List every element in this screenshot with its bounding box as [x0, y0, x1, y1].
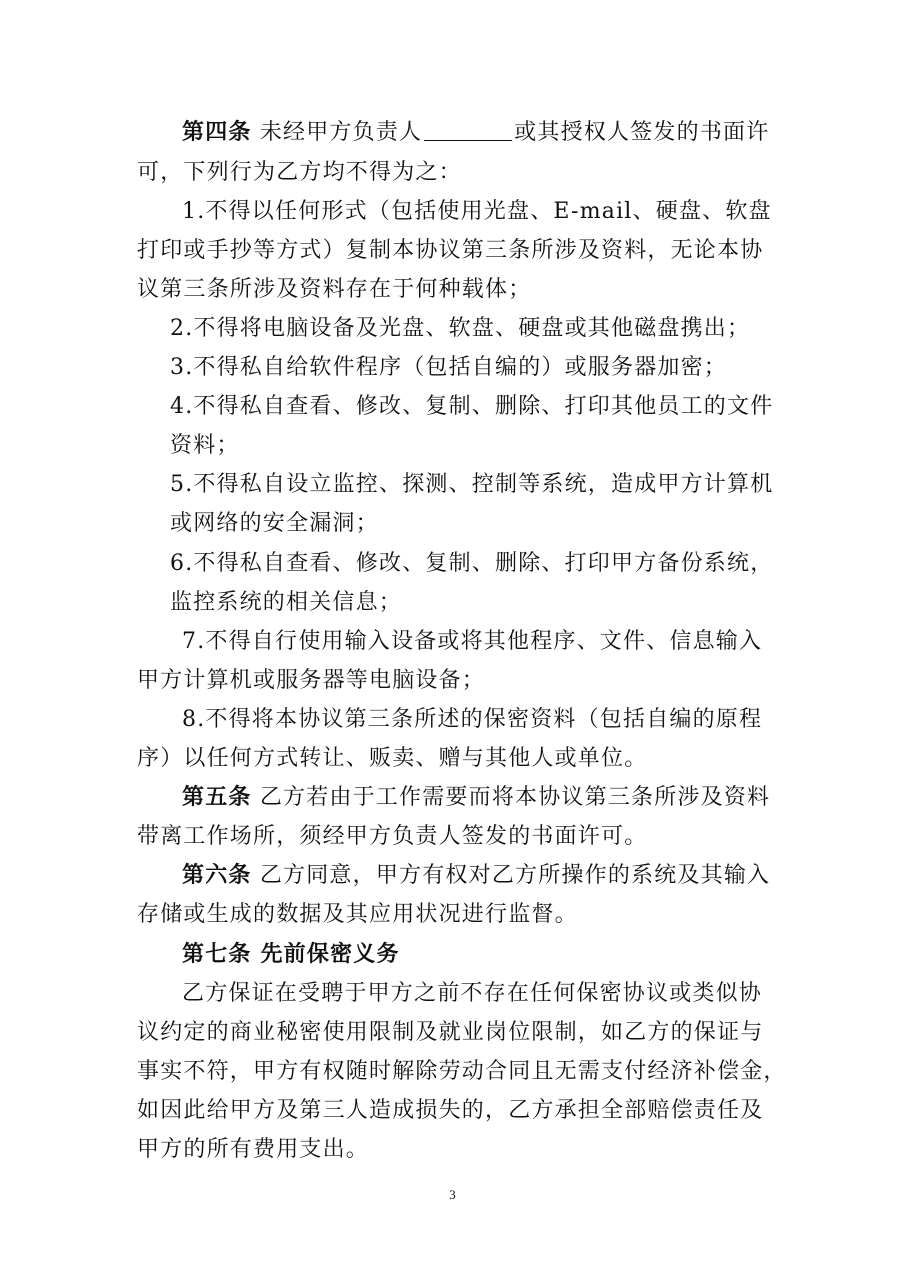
- item5-line2: 或网络的安全漏洞；: [170, 511, 379, 536]
- article4-intro-b: 或其授权人签发的书面许: [514, 120, 770, 145]
- item6-line2: 监控系统的相关信息；: [170, 590, 403, 615]
- article7-line4: 如因此给甲方及第三人造成损失的，乙方承担全部赔偿责任及: [137, 1098, 764, 1123]
- article4-intro-line1: [182, 118, 769, 148]
- article6-heading: 第六条: [182, 863, 252, 888]
- article6-line2: 存储或生成的数据及其应用状况进行监督。: [137, 902, 578, 927]
- item1-line3: 议第三条所涉及资料存在于何种载体；: [137, 277, 532, 302]
- page-number: 3: [449, 1187, 456, 1202]
- item5-line1: 5.不得私自设立监控、探测、控制等系统，造成甲方计算机: [170, 472, 774, 497]
- article7-heading: 第七条: [182, 942, 252, 967]
- item1-line2: 打印或手抄等方式）复制本协议第三条所涉及资料，无论本协: [137, 238, 764, 263]
- article5-text1: 乙方若由于工作需要而将本协议第三条所涉及资料: [259, 785, 771, 810]
- article7-line1: 乙方保证在受聘于甲方之前不存在任何保密协议或类似协: [182, 981, 763, 1006]
- item7-line1: 7.不得自行使用输入设备或将其他程序、文件、信息输入: [182, 629, 763, 654]
- article5-line2: 带离工作场所，须经甲方负责人签发的书面许可。: [137, 824, 648, 849]
- item1-line1: 1.不得以任何形式（包括使用光盘、E-mail、硬盘、软盘: [182, 199, 772, 224]
- item2-line1: 2.不得将电脑设备及光盘、软盘、硬盘或其他磁盘携出；: [170, 316, 751, 341]
- item8-line2: 序）以任何方式转让、贩卖、赠与其他人或单位。: [137, 746, 648, 771]
- item4-line2: 资料；: [170, 433, 240, 458]
- item8-line1: 8.不得将本协议第三条所述的保密资料（包括自编的原程: [182, 707, 763, 732]
- article7-heading-line: [182, 940, 400, 970]
- item6-line1: 6.不得私自查看、修改、复制、删除、打印甲方备份系统，: [170, 551, 774, 576]
- item3-line1: 3.不得私自给软件程序（包括自编的）或服务器加密；: [170, 355, 727, 380]
- article7-line3: 事实不符，甲方有权随时解除劳动合同且无需支付经济补偿金，: [137, 1059, 787, 1084]
- item4-line1: 4.不得私自查看、修改、复制、删除、打印其他员工的文件: [170, 394, 774, 419]
- article5-line1: [182, 783, 770, 813]
- signature-blank: [424, 118, 512, 141]
- article6-line1: [182, 861, 770, 891]
- article5-heading: 第五条: [182, 785, 252, 810]
- article7-line2: 议约定的商业秘密使用限制及就业岗位限制，如乙方的保证与: [137, 1020, 764, 1045]
- article7-title: 先前保密义务: [260, 942, 400, 967]
- article7-line5: 甲方的所有费用支出。: [137, 1137, 370, 1162]
- article4-intro-a: 未经甲方负责人: [259, 120, 423, 145]
- article4-intro-line2: 可，下列行为乙方均不得为之：: [137, 160, 462, 185]
- article6-text1: 乙方同意，甲方有权对乙方所操作的系统及其输入: [259, 863, 771, 888]
- item7-line2: 甲方计算机或服务器等电脑设备；: [137, 668, 486, 693]
- article4-heading: 第四条: [182, 120, 252, 145]
